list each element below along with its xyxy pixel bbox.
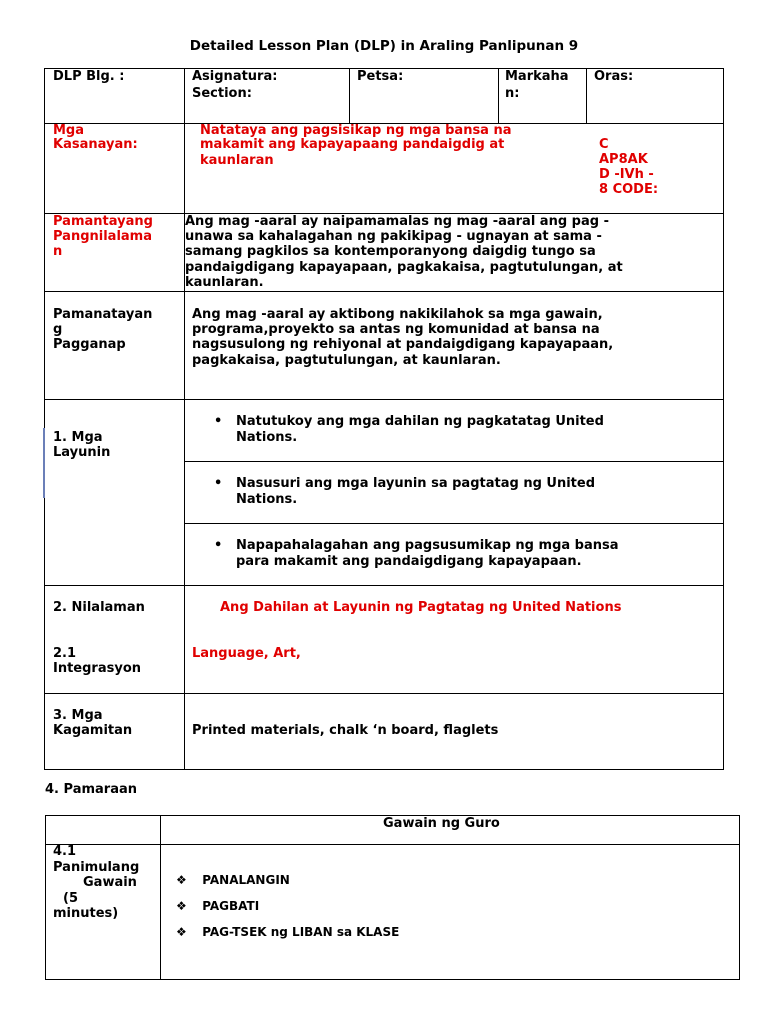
pagganap-label: Pamanatayan	[53, 307, 153, 322]
kasanayan-code-2: AP8AK	[599, 152, 648, 167]
page-title: Detailed Lesson Plan (DLP) in Araling Panlipunan 9	[189, 38, 579, 54]
pangnilalaman-text: Ang mag -aaral ay naipamamalas ng mag -aaral ang pag -	[185, 214, 609, 229]
nilalaman-label: 2. Nilalaman	[53, 600, 145, 615]
pamaraan-table	[45, 815, 740, 980]
integrasyon-label: 2.1	[53, 646, 77, 661]
layunin-item: • Natutukoy ang mga dahilan ng pagkatatag United Nations.	[214, 414, 604, 445]
layunin-label-2: Layunin	[53, 445, 111, 460]
pangnilalaman-text-3: samang pagkilos sa kontemporanyong daigdig tungo sa	[185, 244, 596, 259]
pagganap-text-3: nagsusulong ng rehiyonal at pandaigdigang kapayapaan,	[192, 337, 614, 352]
row-divider	[45, 291, 723, 292]
activity-item: ❖ PANALANGIN	[176, 873, 290, 887]
row-divider	[45, 585, 723, 586]
kasanayan-text: Natataya ang pagsisikap ng mga bansa na	[200, 123, 512, 138]
nilalaman-text: Ang Dahilan at Layunin ng Pagtatag ng United Nations	[220, 600, 622, 615]
row-divider	[184, 461, 723, 462]
asignatura-label: Asignatura:	[192, 69, 278, 84]
bullet-icon: •	[214, 476, 223, 491]
markahan-label-cont: n:	[505, 86, 520, 101]
kagamitan-label-2: Kagamitan	[53, 723, 133, 738]
diamond-icon: ❖	[176, 873, 187, 887]
pamaraan-heading: 4. Pamaraan	[45, 782, 137, 797]
integrasyon-label-2: Integrasyon	[53, 661, 142, 676]
row-divider	[46, 844, 739, 845]
layunin-item: • Nasusuri ang mga layunin sa pagtatag ng United Nations.	[214, 476, 596, 507]
column-divider	[586, 69, 587, 123]
pangnilalaman-label: Pamantayang	[53, 214, 153, 229]
oras-label: Oras:	[594, 69, 634, 84]
row-label-4: (5	[63, 891, 78, 906]
row-divider	[45, 693, 723, 694]
row-divider	[184, 523, 723, 524]
dlp-blg-label: DLP Blg. :	[53, 69, 125, 84]
section-label: Section:	[192, 86, 252, 101]
activity-item: ❖ PAGBATI	[176, 899, 260, 913]
pangnilalaman-label-3: n	[53, 244, 63, 259]
margin-marker	[43, 428, 45, 498]
pagganap-label-2: g	[53, 322, 63, 337]
diamond-icon: ❖	[176, 899, 187, 913]
pagganap-text-2: programa,proyekto sa antas ng komunidad at bansa na	[192, 322, 600, 337]
kagamitan-label: 3. Mga	[53, 708, 103, 723]
row-label-3: Gawain	[83, 875, 137, 890]
lesson-plan-table	[44, 68, 724, 770]
bullet-icon: •	[214, 538, 223, 553]
petsa-label: Petsa:	[357, 69, 404, 84]
kasanayan-label: Mga	[53, 123, 85, 138]
integrasyon-text: Language, Art,	[192, 646, 301, 661]
column-divider	[184, 69, 185, 769]
kasanayan-code-4: 8 CODE:	[599, 182, 659, 197]
diamond-icon: ❖	[176, 925, 187, 939]
row-label: 4.1	[53, 844, 77, 859]
pagganap-text-4: pagkakaisa, pagtutulungan, at kaunlaran.	[192, 353, 501, 368]
pagganap-text: Ang mag -aaral ay aktibong nakikilahok sa mga gawain,	[192, 307, 603, 322]
kasanayan-label-cont: Kasanayan:	[53, 137, 138, 152]
column-divider	[160, 816, 161, 979]
activity-item: ❖ PAG-TSEK ng LIBAN sa KLASE	[176, 925, 400, 939]
layunin-item: • Napapahalagahan ang pagsusumikap ng mga bansa para makamit ang pandaigdigang kapayapaan.	[214, 538, 619, 569]
pangnilalaman-text-5: kaunlaran.	[185, 275, 264, 290]
layunin-label: 1. Mga	[53, 430, 103, 445]
gawain-guro-header: Gawain ng Guro	[383, 816, 500, 831]
kasanayan-code-3: D -IVh -	[599, 167, 654, 182]
kagamitan-text: Printed materials, chalk ‘n board, flaglets	[192, 723, 499, 738]
row-label-5: minutes)	[53, 906, 119, 921]
kasanayan-text-2: makamit ang kapayapaang pandaigdig at	[200, 137, 505, 152]
column-divider	[349, 69, 350, 123]
kasanayan-code-1: C	[599, 137, 609, 152]
column-divider	[498, 69, 499, 123]
pangnilalaman-text-4: pandaigdigang kapayapaan, pagkakaisa, pagtutulungan, at	[185, 260, 623, 275]
kasanayan-text-3: kaunlaran	[200, 153, 274, 168]
bullet-icon: •	[214, 414, 223, 429]
row-divider	[45, 399, 723, 400]
pangnilalaman-text-2: unawa sa kahalagahan ng pakikipag - ugnayan at sama -	[185, 229, 602, 244]
markahan-label: Markaha	[505, 69, 569, 84]
pagganap-label-3: Pagganap	[53, 337, 126, 352]
row-label-2: Panimulang	[53, 860, 140, 875]
pangnilalaman-label-2: Pangnilalama	[53, 229, 152, 244]
